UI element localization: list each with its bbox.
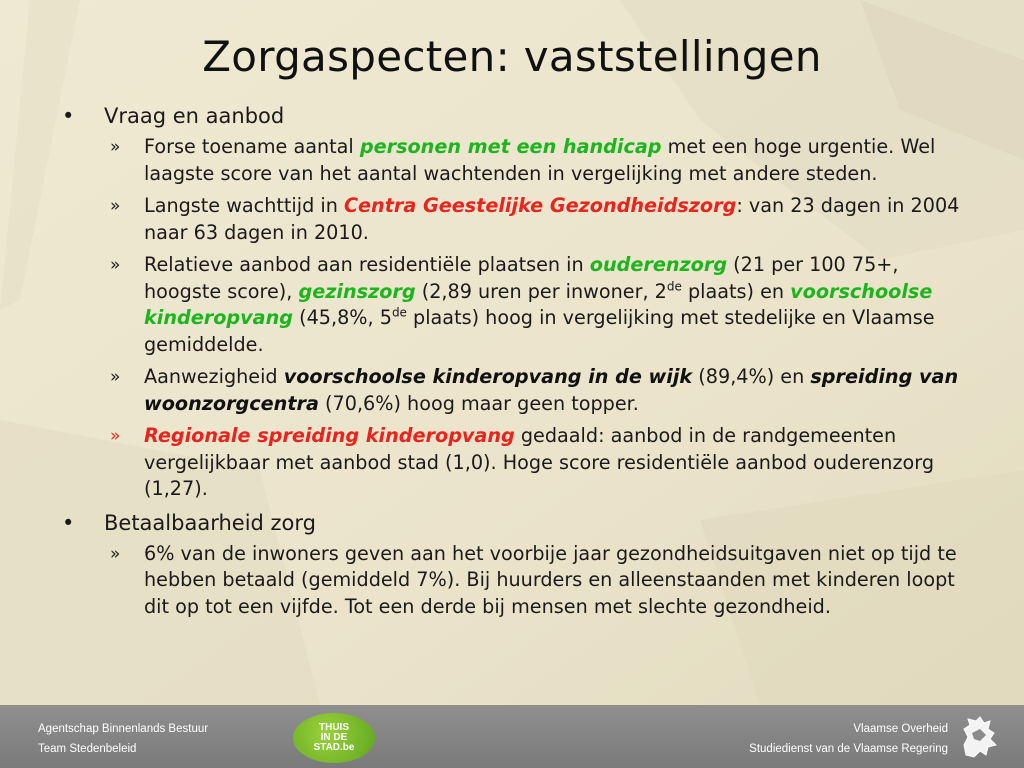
chevron-bullet-icon: »: [110, 196, 121, 216]
bullet-level2: [58, 423, 963, 503]
bullet-text: [144, 423, 963, 503]
thuis-in-de-stad-logo: THUIS IN DE STAD.be: [293, 713, 375, 763]
text-run: de: [666, 279, 682, 294]
bullet-dot-icon: •: [62, 104, 75, 128]
slide-title: Zorgaspecten: vaststellingen: [202, 32, 822, 81]
chevron-bullet-icon: »: [110, 137, 121, 157]
bullet-text: [144, 193, 963, 246]
text-run: (70,6%) hoog maar geen topper.: [318, 391, 639, 415]
text-run: met een hoge urgentie. Wel laagste score van het aantal wachtenden in vergelijking met andere steden.: [144, 135, 936, 185]
bullet-heading: Vraag en aanbod: [104, 104, 285, 128]
text-run: Aanwezigheid: [144, 365, 284, 388]
emphasis-text: Centra Geestelijke Gezondheidszorg: [343, 194, 737, 217]
bullet-level2: [58, 252, 963, 358]
footer-government: Vlaamse Overheid: [853, 723, 948, 735]
slide-body: [58, 102, 963, 626]
text-run: plaats) en: [681, 279, 791, 303]
chevron-bullet-icon: »: [110, 367, 121, 387]
flemish-lion-icon: [958, 715, 1002, 761]
chevron-bullet-icon: »: [110, 255, 121, 275]
bullet-text: [144, 541, 963, 621]
emphasis-text: voorschoolse kinderopvang: [144, 279, 933, 329]
footer-right: [749, 719, 948, 759]
footer-left: [38, 719, 208, 759]
bullet-heading: Betaalbaarheid zorg: [104, 510, 316, 535]
bullet-dot-icon: •: [62, 510, 75, 535]
text-run: Relatieve aanbod aan residentiële plaatsen in: [144, 253, 590, 276]
chevron-bullet-icon: »: [110, 426, 121, 446]
bullet-level1: [58, 102, 963, 130]
emphasis-text: Regionale spreiding kinderopvang: [144, 424, 515, 447]
text-run: 6% van de inwoners geven aan het voorbije jaar gezondheidsuitgaven niet op tijd te hebben betaald (gemiddeld 7%). Bij huurders en alleenstaanden met kinderen loopt dit op tot een vijfde. Tot een derde bij mensen met slechte gezondheid.: [144, 541, 957, 618]
text-run: de: [391, 305, 407, 320]
text-run: Langste wachttijd in: [144, 194, 344, 217]
footer-agency: Agentschap Binnenlands Bestuur: [38, 723, 209, 735]
emphasis-text: gezinszorg: [298, 279, 416, 303]
bullet-level2: [58, 364, 963, 417]
emphasis-text: spreiding van woonzorgcentra: [144, 365, 959, 415]
chevron-bullet-icon: »: [110, 543, 121, 564]
bullet-level2: [58, 193, 963, 246]
emphasis-text: ouderenzorg: [589, 253, 728, 276]
bullet-level2: [58, 541, 963, 621]
footer-studiedienst: Studiedienst van de Vlaamse Regering: [749, 743, 948, 755]
emphasis-text: personen met een handicap: [359, 135, 662, 158]
text-run: : van 23 dagen in 2004 naar 63 dagen in 2010.: [144, 194, 960, 244]
text-run: (45,8%, 5: [292, 306, 392, 329]
bullet-text: [144, 364, 963, 417]
text-run: (21 per 100 75+, hoogste score),: [144, 253, 899, 303]
text-run: (89,4%) en: [692, 365, 811, 388]
bullet-text: [144, 252, 963, 358]
footer-team: Team Stedenbeleid: [38, 743, 137, 755]
text-run: Forse toename aantal: [144, 135, 360, 158]
bullet-level2: [58, 134, 963, 187]
bullet-text: [144, 134, 963, 187]
text-run: plaats) hoog in vergelijking met stedelijke en Vlaamse gemiddelde.: [144, 306, 935, 356]
footer-bar: [0, 705, 1024, 768]
text-run: (2,89 uren per inwoner, 2: [415, 279, 667, 303]
text-run: gedaald: aanbod in de randgemeenten vergelijkbaar met aanbod stad (1,0). Hoge score residentiële aanbod ouderenzorg (1,27).: [144, 424, 934, 500]
bullet-level1: [58, 509, 963, 537]
emphasis-text: voorschoolse kinderopvang in de wijk: [283, 365, 693, 388]
